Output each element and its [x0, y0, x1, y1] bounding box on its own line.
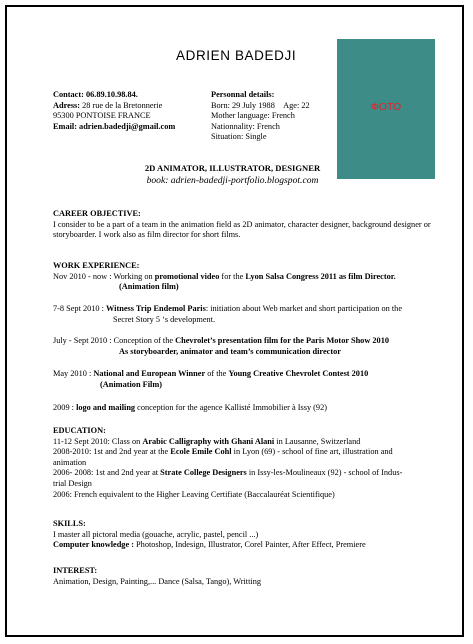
career-section	[53, 209, 438, 241]
education-bold: Ecole Emile Cohl	[170, 447, 232, 457]
education-line	[53, 447, 438, 458]
nationality: Nationnality: French	[211, 121, 280, 131]
work-entry-text: 2009 :	[53, 403, 77, 412]
work-entry-text: for the	[219, 271, 246, 281]
contact-block	[53, 90, 175, 132]
skills-text: Photoshop, Indesign, Illustrator, Corel Painter, After Effect, Premiere	[133, 540, 366, 550]
contact-label: Contact:	[53, 90, 84, 99]
work-entry-bold: (Animation Film)	[100, 379, 162, 389]
work-entry-bold: National and European Winner	[93, 369, 206, 378]
work-entry-bold: Young Creative Chevrolet Contest 2010	[228, 369, 369, 378]
work-entry-text: May 2010 :	[53, 369, 94, 378]
skills-bold: Computer knowledge :	[53, 540, 134, 550]
education-text: 11-12 Sept 2010: Class on	[53, 436, 143, 446]
education-bold: Arabic Calligraphy with Ghani Alani	[142, 436, 275, 446]
birth-date: Born: 29 July 1988	[211, 100, 275, 110]
work-entry-bold: Lyon Salsa Congress 2011 as film Director.	[245, 271, 396, 281]
education-text: 2008-2010: 1st and 2nd year at the	[53, 447, 171, 457]
career-heading: CAREER OBJECTIVE:	[53, 209, 141, 218]
work-entry-1	[53, 272, 438, 293]
work-entry-text: Nov 2010 - now : Working on	[53, 271, 155, 281]
personal-details-block	[211, 90, 310, 143]
education-section	[53, 426, 438, 500]
candidate-name: ADRIEN BADEDJI	[176, 48, 297, 63]
work-entry-text: 7-8 Sept 2010 :	[53, 304, 107, 313]
photo-label: ФОТО	[370, 101, 402, 113]
education-heading: EDUCATION:	[53, 426, 106, 435]
education-bold: Strate College Designers	[160, 468, 247, 478]
interest-section	[53, 566, 438, 587]
work-entry-text: July - Sept 2010 : Conception of the	[53, 336, 176, 345]
portfolio-link: book: adrien-badedji-portfolio.blogspot.com	[146, 175, 319, 186]
role-title: 2D ANIMATOR, ILLUSTRATOR, DESIGNER	[144, 163, 321, 173]
education-line: 2006: French equivalent to the Higher Leaving Certifiate (Baccalauréat Scientifique)	[53, 489, 335, 499]
work-entry-bold: logo and mailing	[76, 403, 136, 412]
work-entry-bold: (Animation film)	[119, 282, 179, 292]
work-entry-2	[53, 304, 438, 325]
education-text: in Lyon (69) - school of fine art, illustration and	[231, 447, 393, 457]
adress-line1: 28 rue de la Bretonnerie	[82, 100, 163, 110]
education-text: in Lausanne, Switzerland	[274, 436, 361, 446]
interest-heading: INTEREST:	[53, 566, 98, 575]
work-entry-text: Secret Story 5 ‘s development.	[113, 314, 216, 324]
work-entry-bold: As storyboarder, animator and team’s communication director	[119, 346, 341, 356]
interest-text: Animation, Design, Painting,... Dance (Salsa, Tango), Writting	[53, 576, 262, 586]
age: Age: 22	[283, 100, 310, 110]
education-line	[53, 468, 438, 479]
situation: Situation: Single	[211, 132, 267, 142]
work-entry-bold: promotional video	[154, 271, 220, 281]
skills-line	[53, 540, 438, 551]
email-label: Email:	[53, 121, 77, 131]
phone-number: 06.89.10.98.84.	[85, 90, 138, 99]
work-section	[53, 261, 438, 293]
education-text: in Issy-les-Moulineaux (92) - school of Indus-	[246, 468, 403, 478]
work-entry-text: of the	[205, 369, 229, 378]
education-text: 2006- 2008: 1st and 2nd year at	[53, 468, 161, 478]
education-line: trial Design	[53, 478, 92, 488]
work-entry-3	[53, 336, 438, 357]
skills-line: I master all pictoral media (gouache, acrylic, pastel, pencil ...)	[53, 529, 259, 539]
photo-placeholder	[337, 39, 435, 179]
career-text: I consider to be a part of a team in the animation field as 2D animator, character designer, background designer or storyboarder. I work also as film director for short films.	[53, 219, 431, 240]
work-entry-text: conception for the agence Kallisté Immobilier à Issy (92)	[135, 403, 327, 412]
work-heading: WORK EXPERIENCE:	[53, 261, 140, 270]
education-line	[53, 437, 438, 448]
work-entry-bold: Chevrolet’s presentation film for the Paris Motor Show 2010	[175, 336, 389, 345]
adress-line2: 95300 PONTOISE FRANCE	[53, 111, 151, 121]
work-entry-text: : initiation about Web market and short participation on the	[205, 304, 403, 313]
work-entry-4	[53, 369, 438, 390]
work-entry-bold: Witness Trip Endemol Paris	[106, 304, 206, 313]
skills-heading: SKILLS:	[53, 519, 86, 528]
education-line: animation	[53, 457, 87, 467]
email-address: adrien.badedji@gmail.com	[79, 121, 176, 131]
personal-heading: Personnal details:	[211, 90, 275, 99]
work-entry-5	[53, 403, 438, 414]
adress-label: Adress:	[53, 100, 81, 110]
mother-language: Mother language: French	[211, 111, 295, 121]
skills-section	[53, 519, 438, 551]
